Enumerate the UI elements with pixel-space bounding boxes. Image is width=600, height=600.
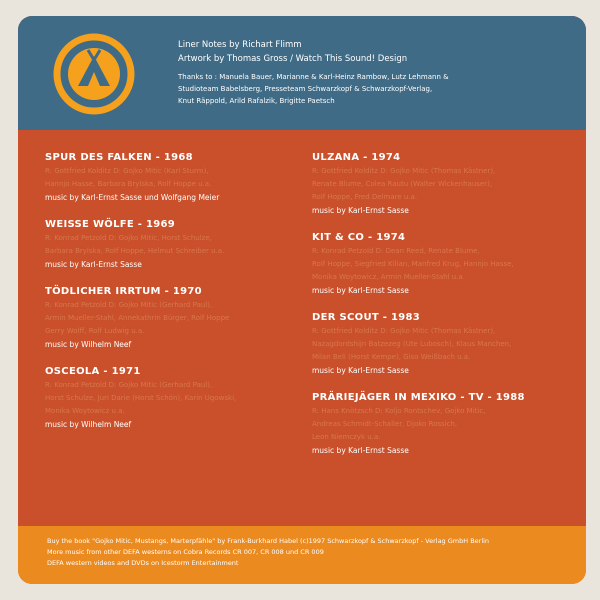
film-music: music by Karl-Ernst Sasse [312, 366, 409, 375]
credits-block [178, 38, 573, 107]
film-credits: Monika Woytowicz, Armin Mueller-Stahl u.a. [312, 273, 465, 281]
film-credits: Barbara Brylska, Rolf Hoppe, Helmut Schreiber u.a. [45, 247, 225, 255]
film-music: music by Karl-Ernst Sasse und Wolfgang Meier [45, 193, 220, 202]
film-credits: Hannjo Hasse, Barbara Brylska, Rolf Hoppe u.a. [45, 180, 212, 188]
film-title: WEISSE WÖLFE - 1969 [45, 219, 176, 230]
film-entry [45, 284, 305, 351]
film-music: music by Karl-Ernst Sasse [45, 260, 142, 269]
film-credits: R: Hans Knötzsch D: Koljo Rontschev, Gojko Mitic, [312, 407, 486, 415]
credits-panel [18, 16, 586, 130]
film-credits: R: Konrad Petzold D: Dean Reed, Renate Blume, [312, 247, 480, 255]
tipi-in-circle-icon [52, 32, 136, 116]
film-credits: R: Gottfried Kolditz D: Gojko Mitic (Thomas Kästner), [312, 327, 496, 335]
thanks-line: Knut Räppold, Arild Rafalzik, Brigitte Paetsch [178, 97, 335, 105]
filmography-column-left [45, 150, 305, 444]
film-entry [312, 390, 572, 457]
film-credits: Horst Schulze, Juri Darie (Horst Schön), Karin Ugowski, [45, 394, 237, 402]
film-credits: Leon Niemczyk u.a. [312, 433, 381, 441]
film-music: music by Wilhelm Neef [45, 420, 132, 429]
footer-line: More music from other DEFA westerns on Cobra Records CR 007, CR 008 und CR 009 [47, 548, 324, 556]
film-credits: Rolf Hoppe, Siegfried Kilian, Manfred Krug, Hannjo Hasse, [312, 260, 514, 268]
thanks-line: Studioteam Babelsberg, Presseteam Schwarzkopf & Schwarzkopf-Verlag, [178, 85, 433, 93]
film-credits: Renate Blume, Colea Rautu (Walter Wickenhauser), [312, 180, 493, 188]
film-title: SPUR DES FALKEN - 1968 [45, 152, 193, 163]
film-entry [45, 150, 305, 204]
film-credits: Nazagdordshijn Batzezeg (Ute Lubosch), Klaus Manchen, [312, 340, 512, 348]
film-title: ULZANA - 1974 [312, 152, 401, 163]
artwork-credit: Artwork by Thomas Gross / Watch This Sound! Design [178, 54, 408, 64]
film-credits: Gerry Wolff, Rolf Ludwig u.a. [45, 327, 145, 335]
film-entry [312, 310, 572, 377]
footer-panel [18, 526, 586, 584]
film-credits: R: Konrad Petzold D: Gojko Mitic (Gerhard Paul), [45, 301, 213, 309]
film-music: music by Wilhelm Neef [45, 340, 132, 349]
film-title: OSCEOLA - 1971 [45, 366, 141, 377]
film-title: KIT & CO - 1974 [312, 232, 406, 243]
liner-notes-credit: Liner Notes by Richart Flimm [178, 40, 302, 50]
footer-notes [47, 536, 567, 569]
film-credits: R: Konrad Petzold D: Gojko Mitic, Horst Schulze, [45, 234, 212, 242]
footer-line: Buy the book "Gojko Mitic, Mustangs, Marterpfähle" by Frank-Burkhard Habel (c)1997 Schwarzkopf & Schwarzkopf - Verlag GmbH Berlin [47, 537, 490, 545]
film-music: music by Karl-Ernst Sasse [312, 206, 409, 215]
footer-line: DEFA western videos and DVDs on Icestorm Entertainment [47, 559, 239, 567]
film-credits: Armin Mueller-Stahl, Annekathrin Bürger, Rolf Hoppe [45, 314, 230, 322]
thanks-list [178, 71, 573, 107]
liner-card [18, 16, 586, 584]
film-entry [45, 364, 305, 431]
film-title: TÖDLICHER IRRTUM - 1970 [45, 286, 202, 297]
film-title: PRÄRIEJÄGER IN MEXIKO - TV - 1988 [312, 392, 525, 403]
filmography-column-right [312, 150, 572, 470]
film-credits: Monika Woytowicz u.a. [45, 407, 125, 415]
film-credits: R: Konrad Petzold D: Gojko Mitic (Gerhard Paul), [45, 381, 213, 389]
film-credits: Andreas Schmidt-Schaller, Djoko Rossich, [312, 420, 458, 428]
film-title: DER SCOUT - 1983 [312, 312, 421, 323]
film-entry [45, 217, 305, 271]
film-credits: R: Gottfried Kolditz D: Gojko Mitic (Thomas Kästner), [312, 167, 496, 175]
film-credits: R: Gottfried Kolditz D: Gojko Mitic (Karl Sturm), [45, 167, 209, 175]
film-music: music by Karl-Ernst Sasse [312, 286, 409, 295]
film-music: music by Karl-Ernst Sasse [312, 446, 409, 455]
film-credits: Milan Beli (Horst Kempe), Giso Weißbach u.a. [312, 353, 471, 361]
filmography-panel [18, 130, 586, 526]
film-entry [312, 230, 572, 297]
film-credits: Rolf Hoppe, Fred Delmare u.a. [312, 193, 418, 201]
thanks-line: Thanks to : Manuela Bauer, Marianne & Karl-Heinz Rambow, Lutz Lehmann & [178, 73, 449, 81]
film-entry [312, 150, 572, 217]
